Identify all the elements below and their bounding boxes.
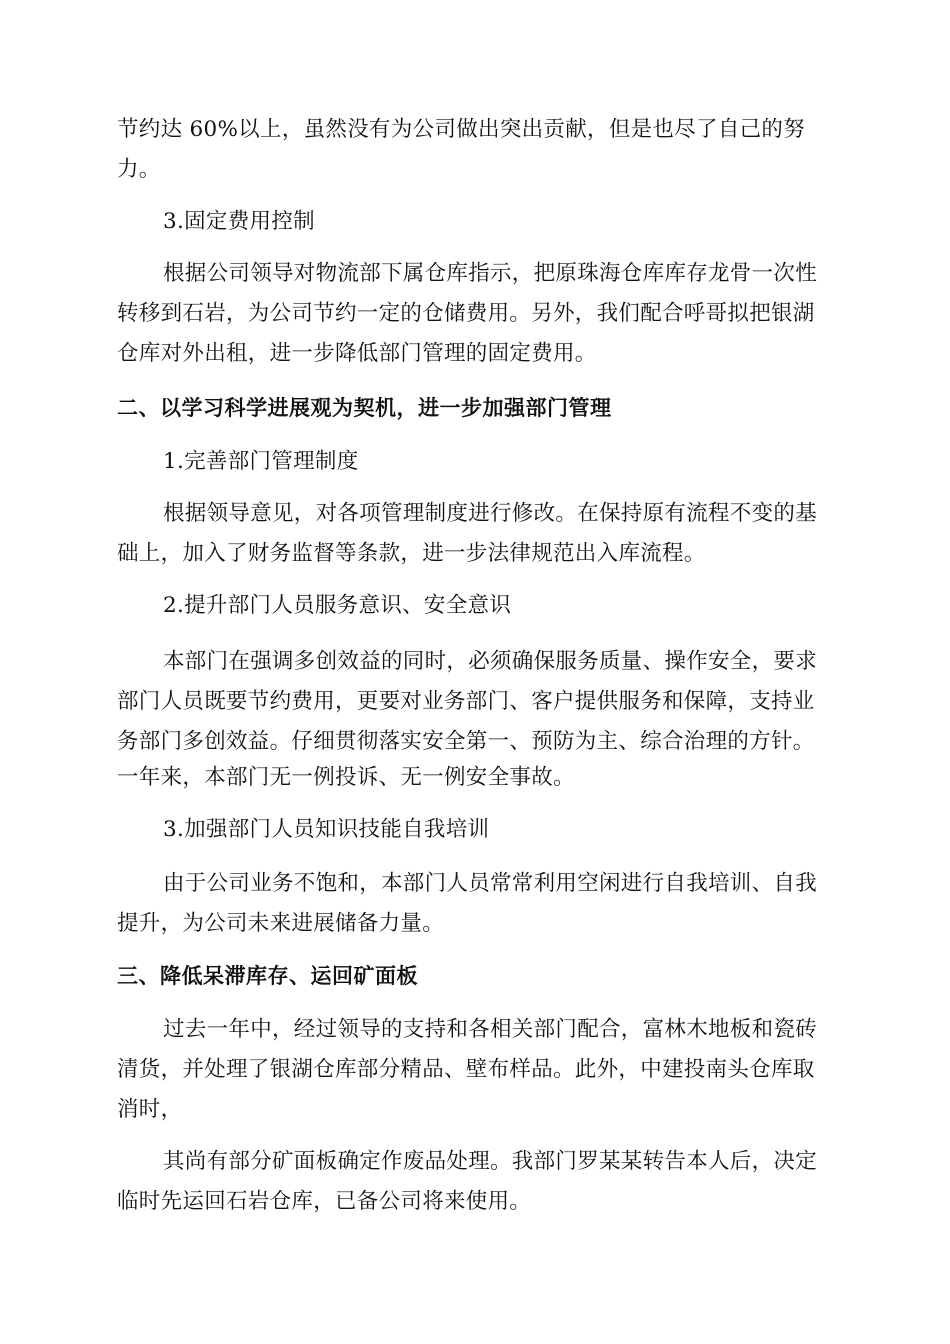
body-text-line: 临时先运回石岩仓库，已备公司将来使用。 (117, 1189, 532, 1214)
body-text-line: 仓库对外出租，进一步降低部门管理的固定费用。 (117, 341, 597, 366)
body-text-line: 根据公司领导对物流部下属仓库指示，把原珠海仓库库存龙骨一次性 (163, 261, 818, 286)
subheading: 3.固定费用控制 (163, 209, 315, 234)
subheading: 3.加强部门人员知识技能自我培训 (163, 817, 490, 842)
body-text-line: 础上，加入了财务监督等条款，进一步法律规范出入库流程。 (117, 541, 706, 566)
body-text-line: 部门人员既要节约费用，更要对业务部门、客户提供服务和保障，支持业 (117, 689, 815, 714)
body-text-line: 过去一年中，经过领导的支持和各相关部门配合，富林木地板和瓷砖 (163, 1017, 818, 1042)
body-text-line: 务部门多创效益。仔细贯彻落实安全第一、预防为主、综合治理的方针。 (117, 729, 815, 754)
body-text-line: 提升，为公司未来进展储备力量。 (117, 911, 445, 936)
body-text-line: 消时， (117, 1097, 183, 1122)
body-text-line: 力。 (117, 157, 161, 182)
body-text-line: 转移到石岩，为公司节约一定的仓储费用。另外，我们配合呼哥拟把银湖 (117, 301, 815, 326)
subheading: 1.完善部门管理制度 (163, 449, 359, 474)
subheading: 2.提升部门人员服务意识、安全意识 (163, 593, 512, 618)
body-text-line: 节约达 60%以上，虽然没有为公司做出突出贡献，但是也尽了自己的努 (117, 117, 806, 142)
body-text-line: 由于公司业务不饱和，本部门人员常常利用空闲进行自我培训、自我 (163, 871, 818, 896)
body-text-line: 根据领导意见，对各项管理制度进行修改。在保持原有流程不变的基 (163, 501, 818, 526)
section-heading: 三、降低呆滞库存、运回矿面板 (117, 964, 418, 988)
section-heading: 二、以学习科学进展观为契机，进一步加强部门管理 (117, 396, 612, 420)
body-text-line: 其尚有部分矿面板确定作废品处理。我部门罗某某转告本人后，决定 (163, 1149, 818, 1174)
body-text-line: 清货，并处理了银湖仓库部分精品、壁布样品。此外，中建投南头仓库取 (117, 1057, 815, 1082)
body-text-line: 一年来，本部门无一例投诉、无一例安全事故。 (117, 765, 575, 790)
body-text-line: 本部门在强调多创效益的同时，必须确保服务质量、操作安全，要求 (163, 649, 818, 674)
